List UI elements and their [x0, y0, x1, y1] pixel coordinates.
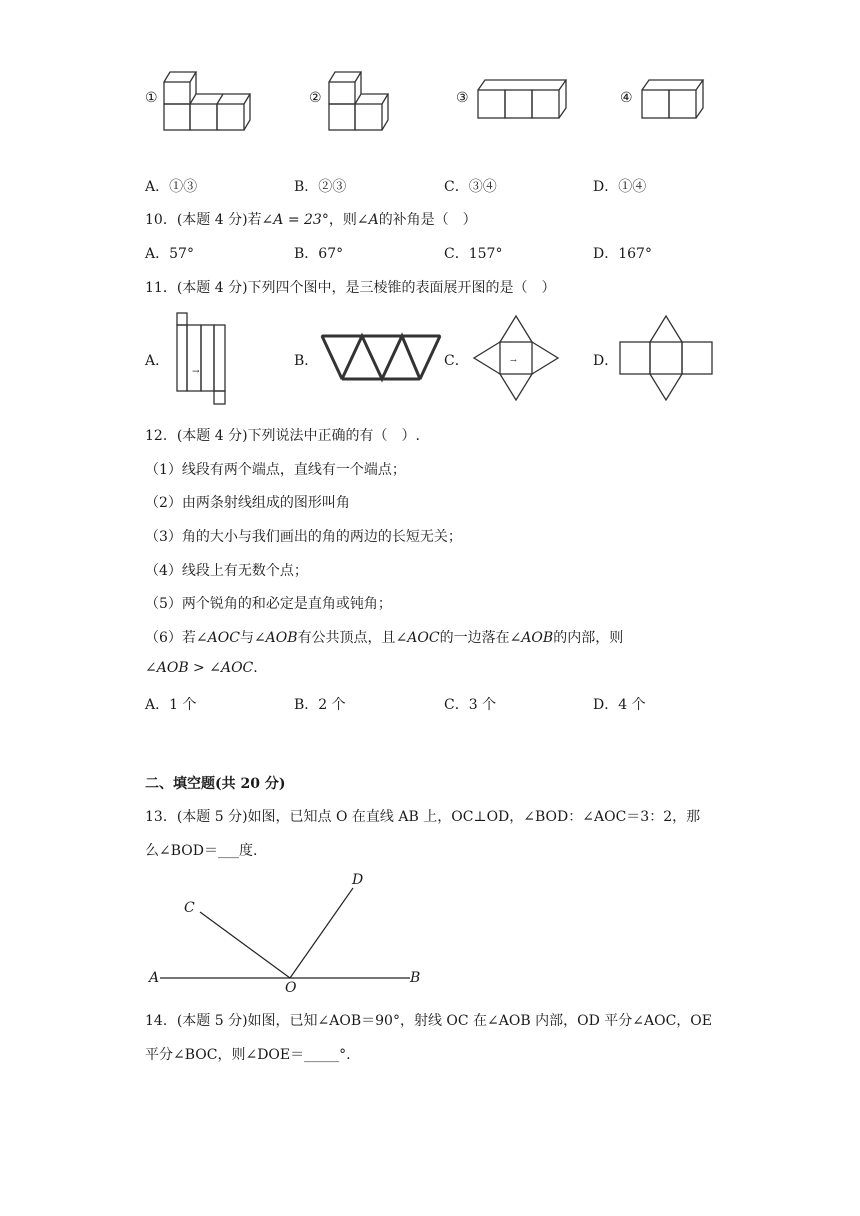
net-figure-c[interactable]: [470, 312, 564, 406]
q12-stem: 12．(本题 4 分)下列说法中正确的有（ ）.: [145, 428, 420, 444]
q12-item-1: （1）线段有两个端点，直线有一个端点；: [145, 462, 406, 478]
point-label-d: D: [352, 872, 364, 888]
q13-stem-line2: 么∠BOD＝___度.: [145, 843, 258, 859]
point-label-c: C: [184, 900, 195, 916]
svg-text:→: →: [192, 367, 200, 377]
q11-option-c-label[interactable]: C．: [444, 353, 469, 369]
cube-figure-2: [327, 66, 393, 132]
cube-figure-4: [640, 78, 706, 122]
q12-option-a[interactable]: A．1 个: [145, 697, 197, 713]
q10-option-a[interactable]: A．57°: [145, 246, 194, 262]
q14-stem-line2: 平分∠BOC，则∠DOE＝_____°.: [145, 1047, 351, 1063]
point-label-b: B: [410, 970, 421, 986]
figure-label-2: ②: [309, 90, 322, 106]
q10-option-d[interactable]: D．167°: [593, 246, 652, 262]
figure-label-1: ①: [145, 90, 158, 106]
q13-angle-diagram: [140, 866, 440, 996]
q11-option-b-label[interactable]: B．: [294, 353, 319, 369]
q13-stem-line1: 13．(本题 5 分)如图，已知点 O 在直线 AB 上，OC⊥OD，∠BOD：∠AOC＝3：2，那: [145, 809, 701, 825]
net-figure-a[interactable]: [175, 311, 231, 407]
q12-option-b[interactable]: B．2 个: [294, 697, 346, 713]
q12-item-6-cont: ∠AOB > ∠AOC.: [145, 660, 258, 676]
figure-label-3: ③: [456, 90, 469, 106]
figure-label-4: ④: [620, 90, 633, 106]
q12-option-c[interactable]: C．3 个: [444, 697, 497, 713]
q12-item-4: （4）线段上有无数个点；: [145, 563, 308, 579]
q10-option-c[interactable]: C．157°: [444, 246, 503, 262]
net-figure-b[interactable]: [320, 334, 444, 382]
q11-stem: 11．(本题 4 分)下列四个图中，是三棱锥的表面展开图的是（ ）: [145, 280, 556, 296]
q10-stem: 10．(本题 4 分)若∠A = 23°，则∠A的补角是（ ）: [145, 212, 477, 228]
cube-figure-1: [162, 66, 254, 132]
q14-stem-line1: 14．(本题 5 分)如图，已知∠AOB＝90°，射线 OC 在∠AOB 内部，OD 平分∠AOC，OE: [145, 1013, 712, 1029]
q11-option-a-label[interactable]: A．: [145, 353, 170, 369]
q9-option-c[interactable]: C．③④: [444, 179, 497, 195]
q9-option-b[interactable]: B．②③: [294, 179, 347, 195]
q10-option-b[interactable]: B．67°: [294, 246, 344, 262]
q9-option-d[interactable]: D．①④: [593, 179, 647, 195]
net-figure-d[interactable]: [618, 312, 714, 406]
q12-item-2: （2）由两条射线组成的图形叫角: [145, 495, 350, 511]
q12-item-5: （5）两个锐角的和必定是直角或钝角；: [145, 596, 392, 612]
section-title: 二、填空题(共 20 分): [145, 776, 286, 792]
cube-figure-3: [476, 78, 570, 122]
q12-item-3: （3）角的大小与我们画出的角的两边的长短无关；: [145, 529, 462, 545]
q12-item-6: （6）若∠AOC与∠AOB有公共顶点，且∠AOC的一边落在∠AOB的内部，则: [145, 630, 624, 646]
q9-option-a[interactable]: A．①③: [145, 179, 198, 195]
q12-option-d[interactable]: D．4 个: [593, 697, 646, 713]
point-label-o: O: [285, 980, 297, 996]
q11-option-d-label[interactable]: D．: [593, 353, 619, 369]
point-label-a: A: [149, 970, 160, 986]
svg-text:→: →: [510, 356, 517, 365]
